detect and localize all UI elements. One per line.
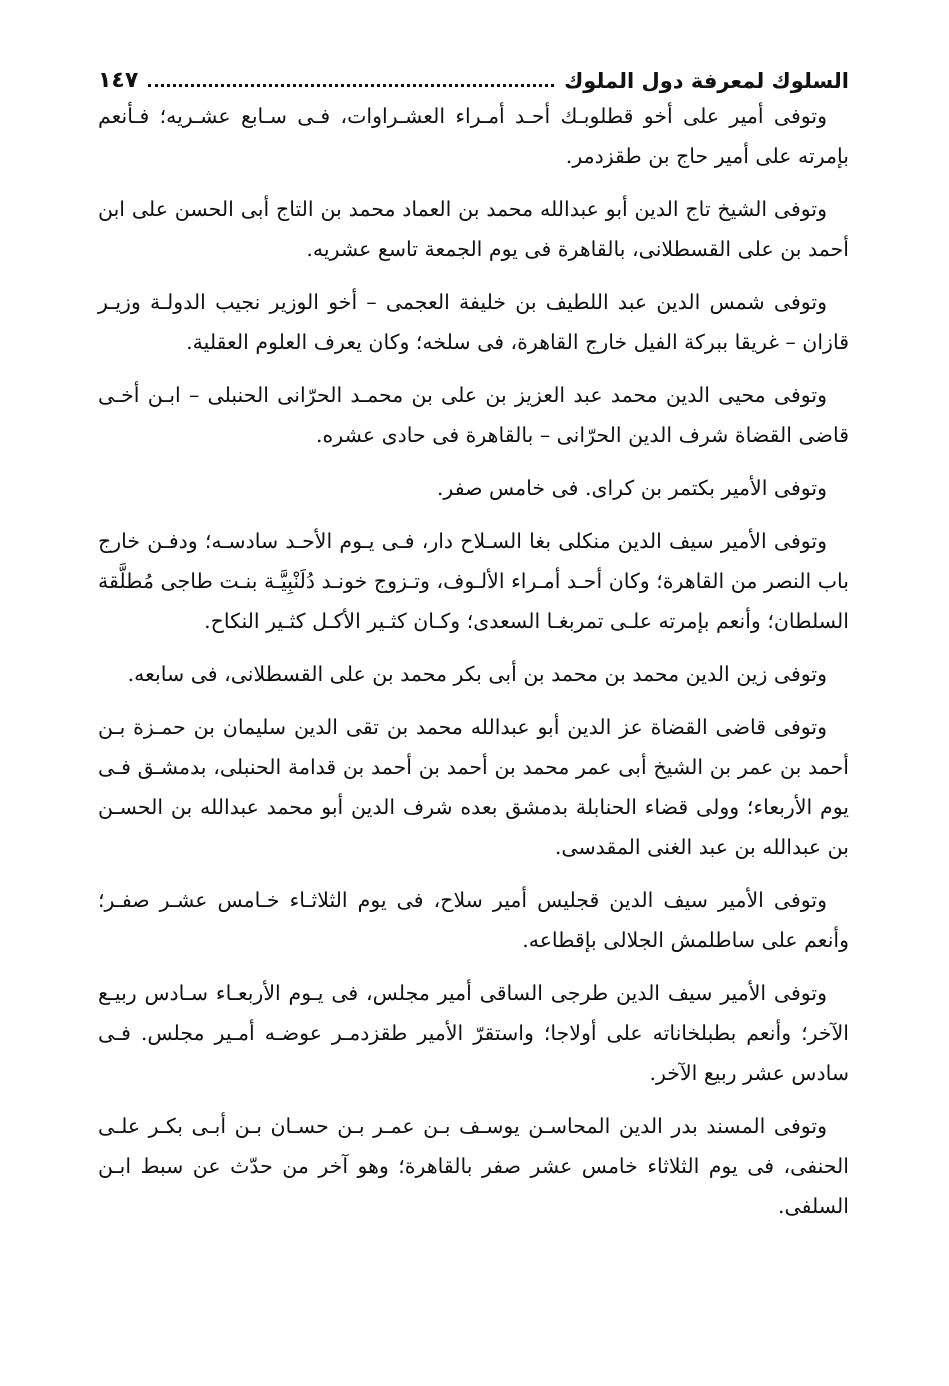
paragraph: وتوفى الأمير سيف الدين منكلى بغا السـلاح دار، فـى يـوم الأحـد سادسـه؛ ودفـن خارج باب النصر من القاهرة؛ وكان أحـد أمـراء الألـوف، وتـزوج خونـد دُلَنْبِيَّـة بنـت طاجى مُطلَّقة السلطان؛ وأنعم بإمرته علـى تمربغـا السعدى؛ وكـان كثـير الأكـل كثـير النكاح. — [98, 529, 849, 633]
paragraph: وتوفى المسند بدر الدين المحاسـن يوسـف بـن عمـر بـن حسـان بـن أبـى بكـر علـى الحنفى، فى يوم الثلاثاء خامس عشر صفر بالقاهرة؛ وهو آخر من حدّث عن سبط ابـن السلفى. — [98, 1114, 849, 1218]
page-header — [98, 52, 849, 92]
page-number: ١٤٧ — [98, 68, 139, 93]
paragraph: وتوفى أمير على أخو قطلوبـك أحـد أمـراء العشـراوات، فـى سـابع عشـريه؛ فـأنعم بإمرته على أمير حاج بن طقزدمر. — [98, 104, 849, 168]
paragraph: وتوفى الشيخ تاج الدين أبو عبدالله محمد بن العماد محمد بن التاج أبى الحسن على ابن أحمد بن على القسطلانى، بالقاهرة فى يوم الجمعة تاسع عشريه. — [98, 197, 849, 261]
paragraph: وتوفى قاضى القضاة عز الدين أبو عبدالله محمد بن تقى الدين سليمان بن حمـزة بـن أحمد بن عمر بن الشيخ أبى عمر محمد بن أحمد بن أحمد بن قدامة الحنبلى، بدمشـق فـى يوم الأربعاء؛ وولى قضاء الحنابلة بدمشق بعده شرف الدين أبو محمد عبدالله بن الحسـن بن عبدالله بن عبد الغنى المقدسى. — [98, 715, 849, 859]
page-body — [98, 96, 849, 1239]
leader-dots — [148, 84, 554, 87]
paragraph: وتوفى محيى الدين محمد عبد العزيز بن على بن محمـد الحرّانى الحنبلى – ابـن أخـى قاضى القضاة شرف الدين الحرّانى – بالقاهرة فى حادى عشره. — [98, 383, 849, 447]
paragraph: وتوفى الأمير بكتمر بن كراى. فى خامس صفر. — [436, 476, 827, 500]
paragraph: وتوفى الأمير سيف الدين قجليس أمير سلاح، فى يوم الثلاثـاء خـامس عشـر صفـر؛ وأنعم على ساطلمش الجلالى بإقطاعه. — [98, 888, 849, 952]
paragraph: وتوفى شمس الدين عبد اللطيف بن خليفة العجمى – أخو الوزير نجيب الدولـة وزيـر قازان – غريقا ببركة الفيل خارج القاهرة، فى سلخه؛ وكان يعرف العلوم العقلية. — [98, 290, 849, 354]
paragraph: وتوفى زين الدين محمد بن محمد بن أبى بكر محمد بن على القسطلانى، فى سابعه. — [127, 662, 827, 686]
paragraph: وتوفى الأمير سيف الدين طرجى الساقى أمير مجلس، فى يـوم الأربعـاء سـادس ربيـع الآخر؛ وأنعم بطبلخاناته على أولاجا؛ واستقرّ الأمير طقزدمـر عوضـه أمـير مجلس. فـى سادس عشر ربيع الآخر. — [98, 981, 849, 1085]
running-title: السلوك لمعرفة دول الملوك — [564, 69, 849, 93]
